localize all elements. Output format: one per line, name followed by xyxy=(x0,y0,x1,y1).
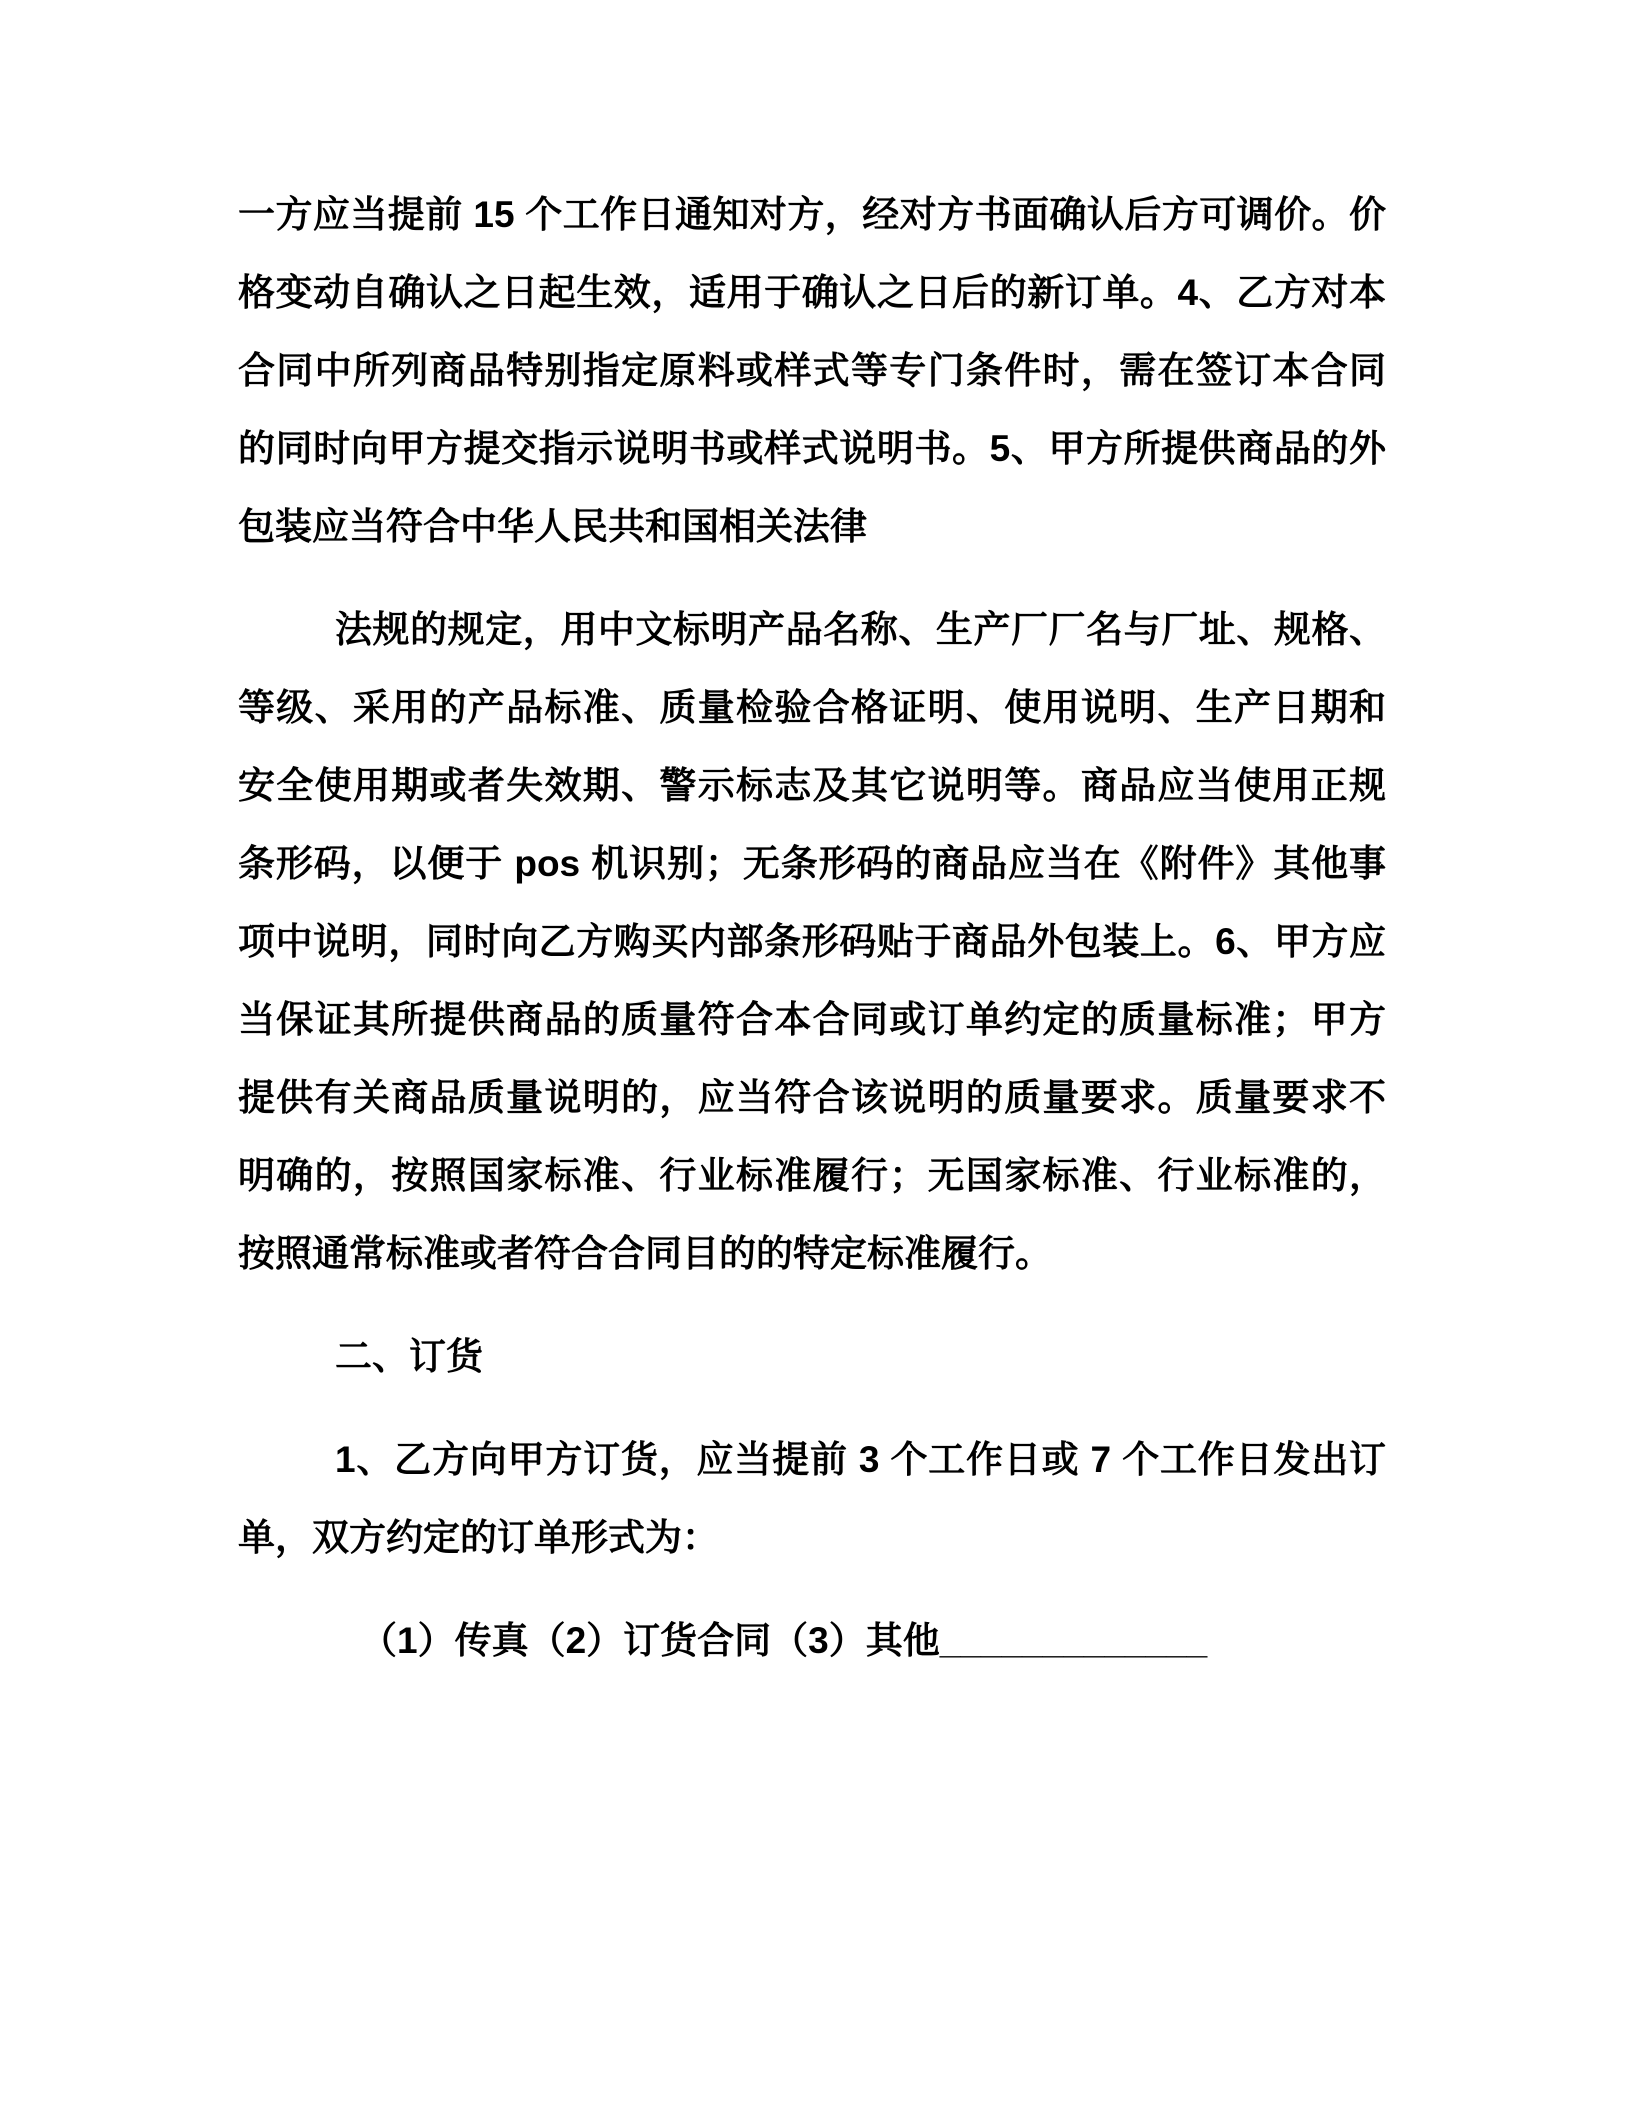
text-line: 1、乙方向甲方订货，应当提前 3 个工作日或 7 个工作日发出订 xyxy=(335,1439,1386,1480)
paragraph-order-lead-time xyxy=(238,1421,1386,1577)
text-line: 单，双方约定的订单形式为： xyxy=(238,1517,719,1558)
order-form-options-line: （1）传真（2）订货合同（3）其他_____________ xyxy=(360,1620,1208,1661)
text-line: 条形码，以便于 pos 机识别；无条形码的商品应当在《附件》其他事 xyxy=(238,843,1386,884)
text-line: 项中说明，同时向乙方购买内部条形码贴于商品外包装上。6、甲方应 xyxy=(238,921,1386,962)
text-line: 明确的，按照国家标准、行业标准履行；无国家标准、行业标准的， xyxy=(238,1155,1386,1196)
text-line: 包装应当符合中华人民共和国相关法律 xyxy=(238,506,867,547)
paragraph-price-adjustment-continued xyxy=(238,176,1386,566)
text-line: 法规的规定，用中文标明产品名称、生产厂厂名与厂址、规格、 xyxy=(335,609,1386,650)
text-line: 提供有关商品质量说明的，应当符合该说明的质量要求。质量要求不 xyxy=(238,1077,1386,1118)
paragraph-labeling-and-quality xyxy=(238,591,1386,1293)
document-text-block xyxy=(238,0,1386,1705)
text-line: 当保证其所提供商品的质量符合本合同或订单约定的质量标准；甲方 xyxy=(238,999,1386,1040)
text-line: 格变动自确认之日起生效，适用于确认之日后的新订单。4、乙方对本 xyxy=(238,272,1386,313)
paragraph-order-form-options xyxy=(238,1602,1386,1680)
text-line: 安全使用期或者失效期、警示标志及其它说明等。商品应当使用正规 xyxy=(238,765,1386,806)
text-line: 按照通常标准或者符合合同目的的特定标准履行。 xyxy=(238,1233,1052,1274)
text-line: 的同时向甲方提交指示说明书或样式说明书。5、甲方所提供商品的外 xyxy=(238,428,1386,469)
section-heading-text: 二、订货 xyxy=(335,1336,483,1377)
text-line: 等级、采用的产品标准、质量检验合格证明、使用说明、生产日期和 xyxy=(238,687,1386,728)
section-heading-ordering xyxy=(238,1318,1386,1396)
text-line: 合同中所列商品特别指定原料或样式等专门条件时，需在签订本合同 xyxy=(238,350,1386,391)
text-line: 一方应当提前 15 个工作日通知对方，经对方书面确认后方可调价。价 xyxy=(238,194,1386,235)
